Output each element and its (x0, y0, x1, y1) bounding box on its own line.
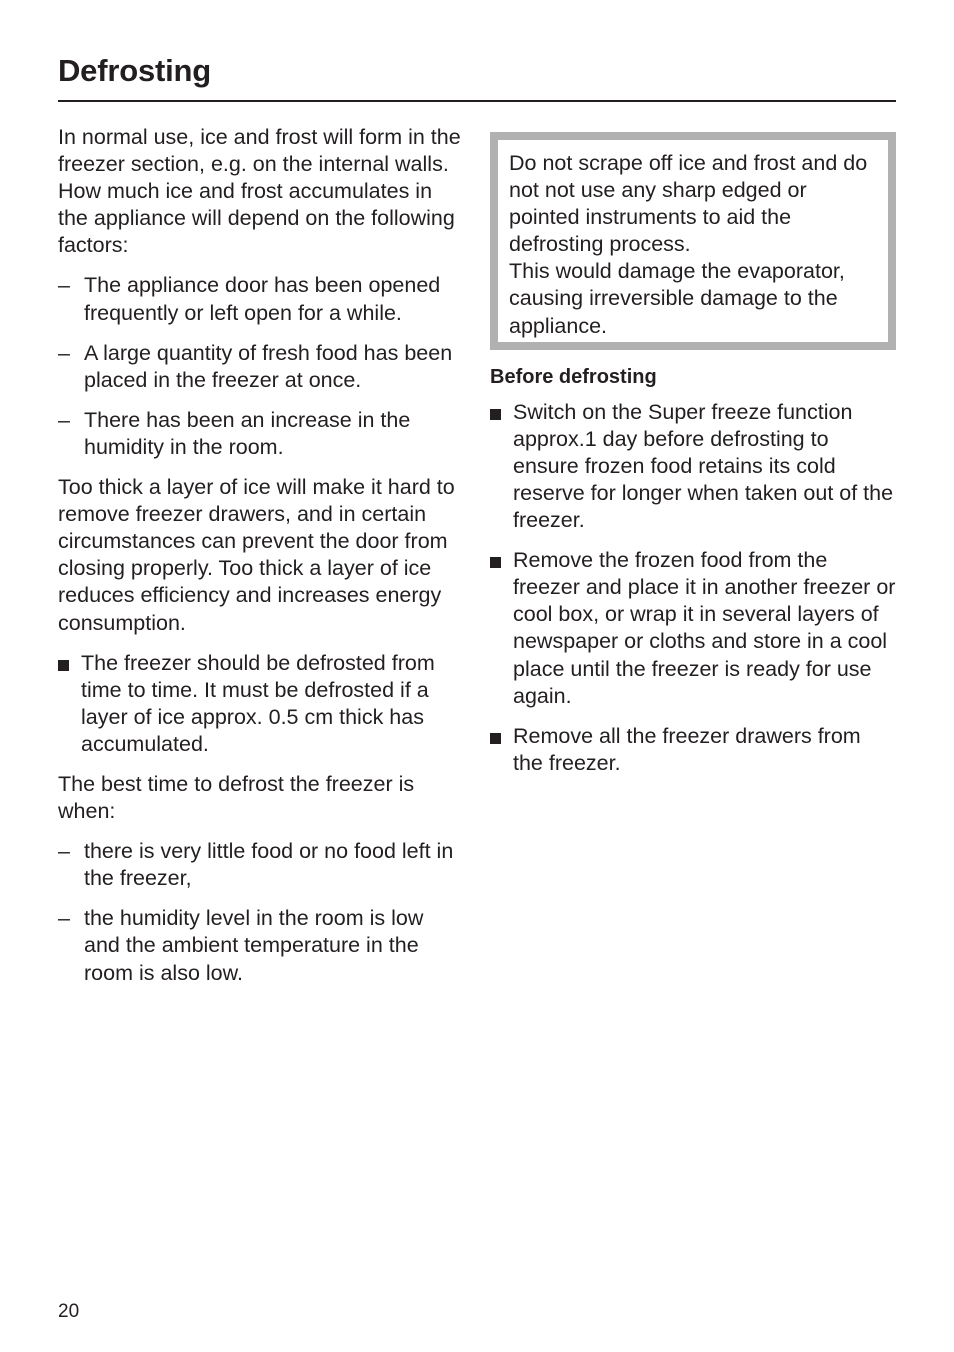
square-bullet-icon (490, 733, 501, 744)
warning-box (490, 132, 896, 350)
warning-consequence-text: This would damage the evaporator, causing irreversible damage to the appliance. (509, 259, 845, 338)
list-item-text: The appliance door has been opened frequently or left open for a while. (84, 273, 441, 325)
list-item (490, 547, 896, 710)
list-item (58, 838, 462, 892)
list-item (490, 723, 896, 777)
list-item-text: The freezer should be defrosted from time to time. It must be defrosted if a layer of ice approx. 0.5 cm thick has accumulated. (81, 650, 435, 756)
dash-marker: – (58, 273, 70, 298)
warning-text: Do not scrape off ice and frost and do not not use any sharp edged or pointed instruments to aid the defrosting process. (509, 151, 868, 257)
list-item (58, 650, 462, 758)
consequences-paragraph: Too thick a layer of ice will make it hard to remove freezer drawers, and in certain circumstances can prevent the door from closing properly. Too thick a layer of ice reduces efficiency and increases energy consumption. (58, 475, 455, 635)
list-item (58, 905, 462, 986)
list-item-text: Switch on the Super freeze function approx.1 day before defrosting to ensure frozen food retains its cold reserve for longer when taken out of the freezer. (513, 399, 894, 533)
list-item (58, 340, 462, 394)
left-column (58, 124, 462, 1000)
page-title: Defrosting (58, 53, 212, 88)
square-bullet-icon (490, 557, 501, 568)
dash-marker: – (58, 839, 70, 864)
list-item-text: there is very little food or no food left in the freezer, (84, 839, 454, 891)
best-time-paragraph: The best time to defrost the freezer is when: (58, 771, 415, 824)
list-item (58, 272, 462, 326)
list-item (58, 407, 462, 461)
list-item-text: the humidity level in the room is low and the ambient temperature in the room is also low. (84, 906, 424, 985)
dash-marker: – (58, 906, 70, 931)
square-bullet-icon (490, 409, 501, 420)
dash-marker: – (58, 407, 70, 432)
list-item-text: There has been an increase in the humidity in the room. (84, 407, 411, 459)
right-column (490, 132, 896, 790)
title-divider (58, 100, 896, 102)
square-bullet-icon (58, 660, 69, 671)
intro-paragraph: In normal use, ice and frost will form in the freezer section, e.g. on the internal walls. How much ice and frost accumulates in the appliance will depend on the following factors: (58, 125, 461, 258)
list-item-text: Remove the frozen food from the freezer and place it in another freezer or cool box, or wrap it in several layers of newspaper or cloths and store in a cool place until the freezer is ready for use again. (513, 548, 896, 708)
page-number: 20 (58, 1301, 80, 1322)
list-item-text: Remove all the freezer drawers from the freezer. (513, 723, 861, 775)
section-heading: Before defrosting (490, 365, 657, 388)
best-time-list (58, 838, 462, 986)
list-item (490, 399, 896, 534)
before-defrosting-steps (490, 399, 896, 777)
dash-marker: – (58, 340, 70, 365)
factors-list (58, 272, 462, 461)
instruction-list (58, 650, 462, 758)
list-item-text: A large quantity of fresh food has been placed in the freezer at once. (84, 340, 453, 392)
